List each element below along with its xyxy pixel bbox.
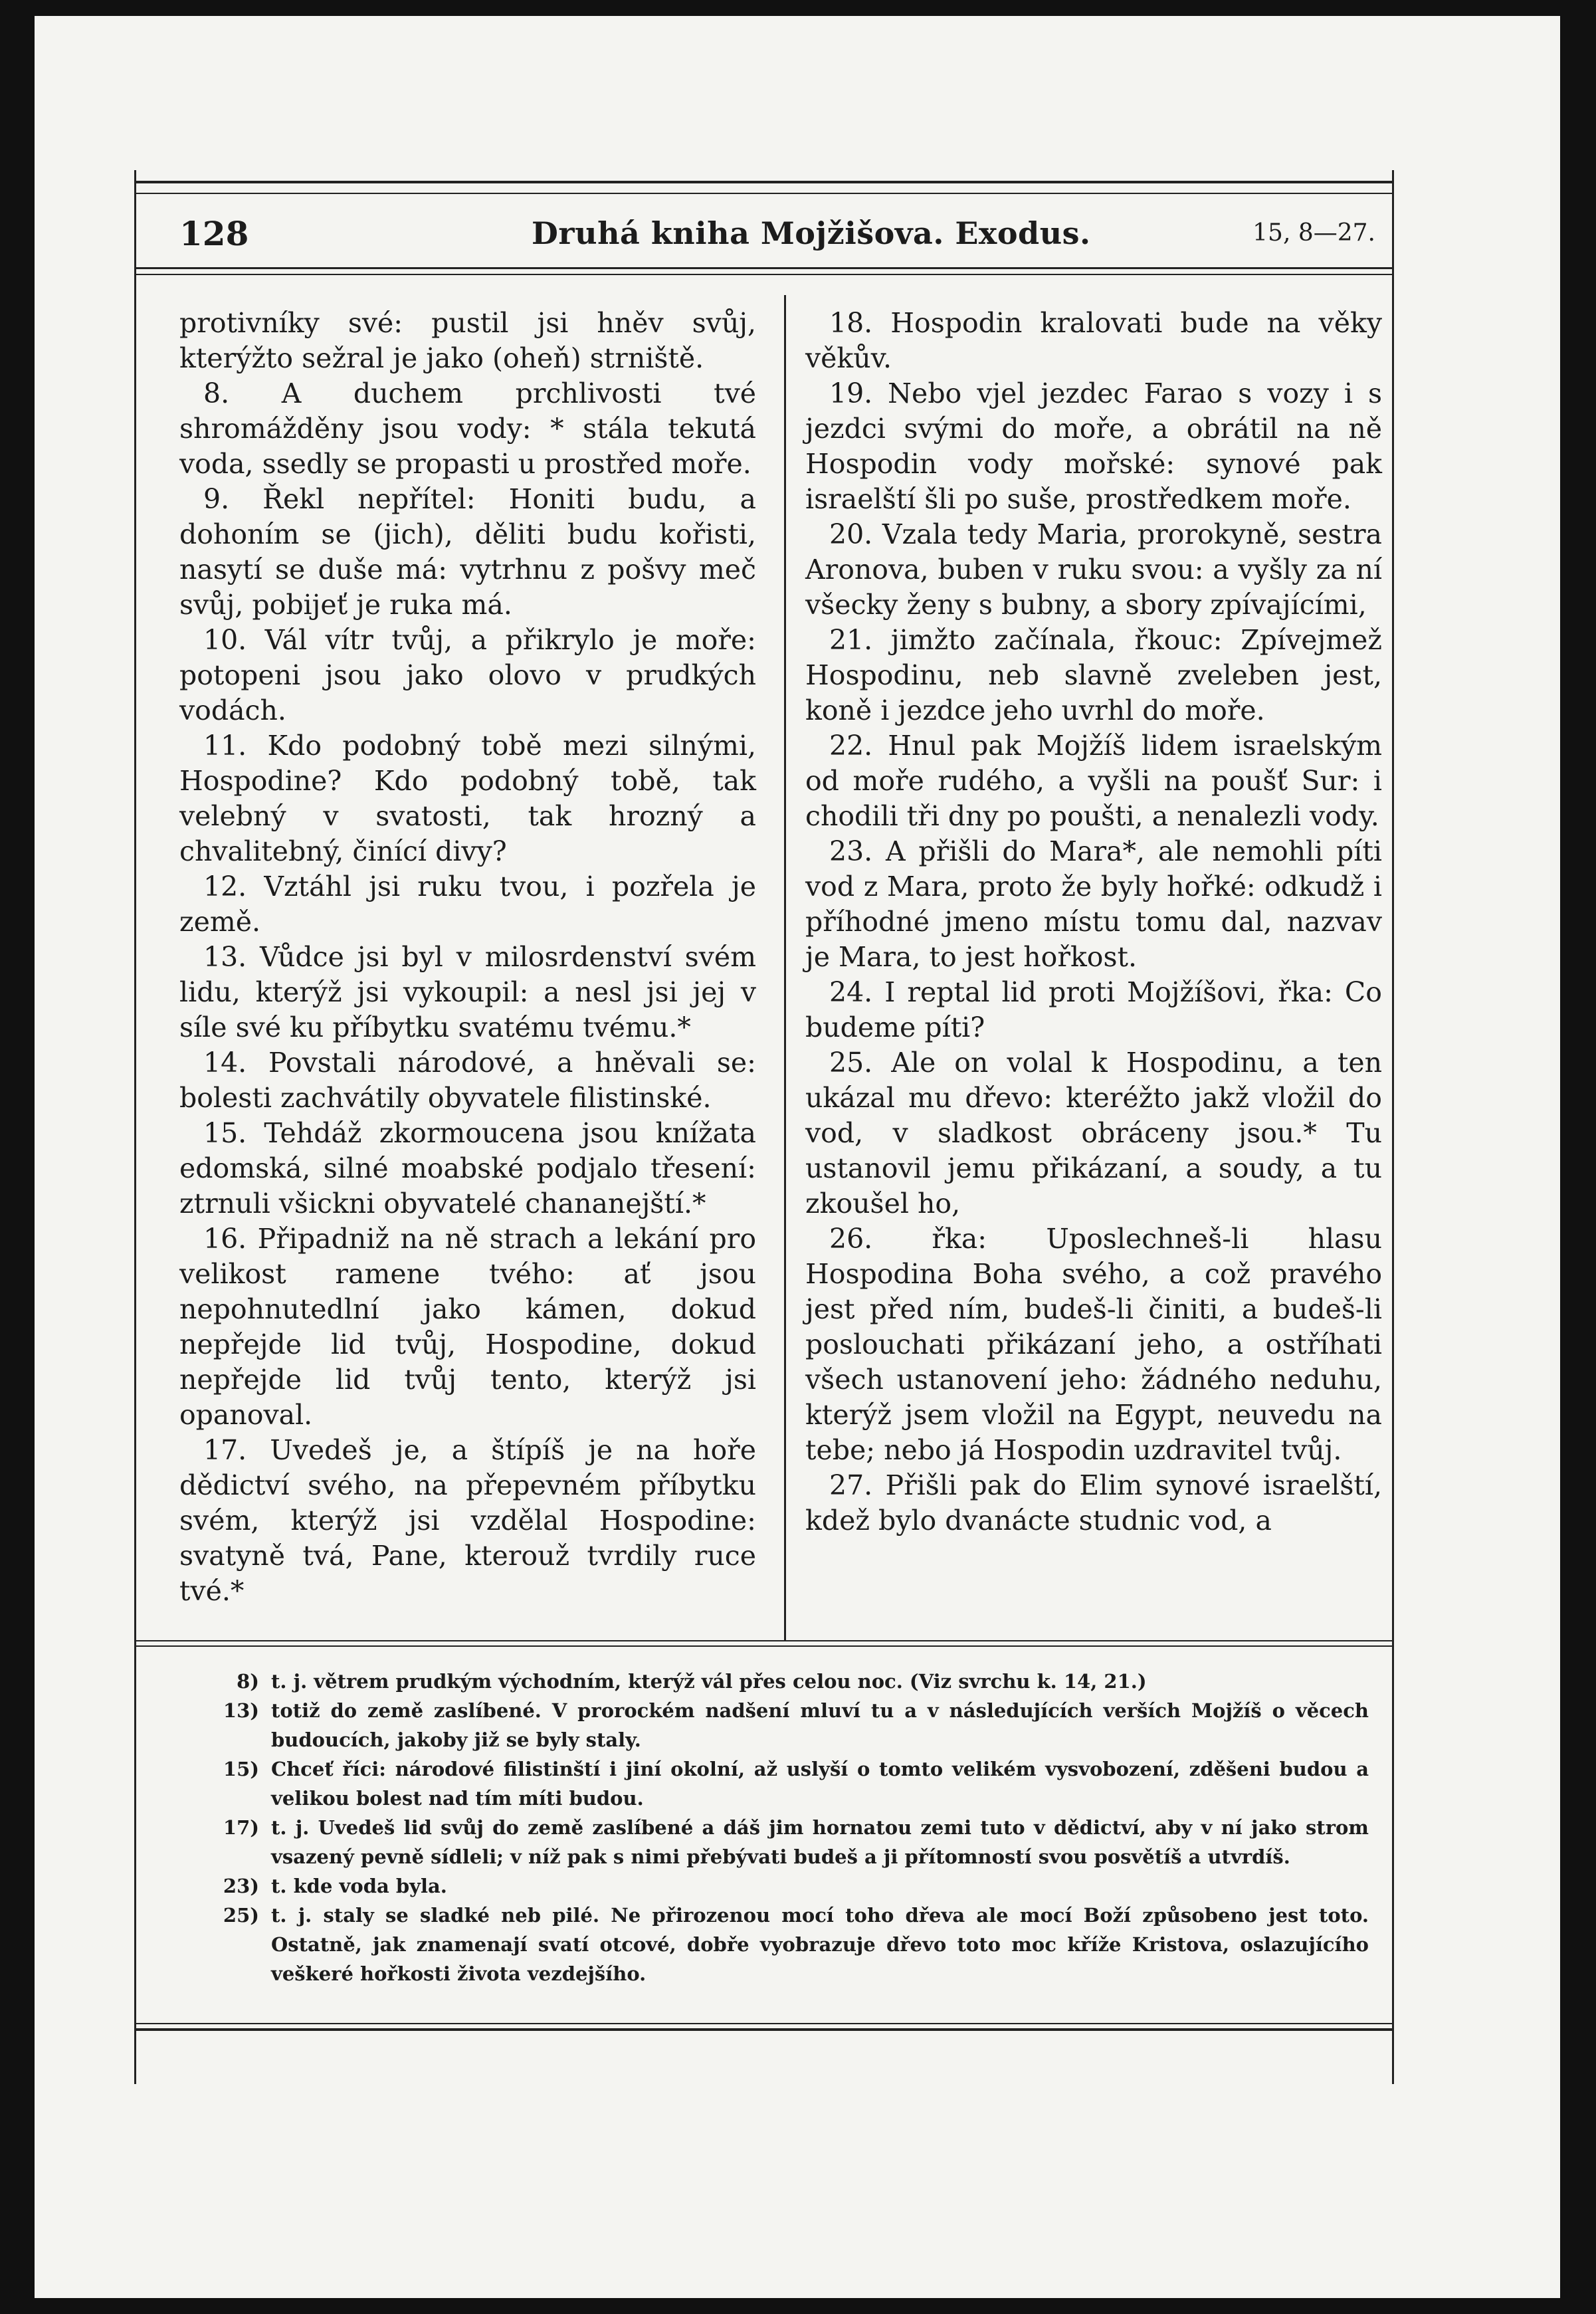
verse-8: 8. A duchem prchlivosti tvé shromážděny jsou vody: * stála tekutá voda, ssedly se propasti u prostřed moře.: [179, 377, 756, 480]
verse-24: 24. I reptal lid proti Mojžíšovi, řka: Co budeme píti?: [805, 976, 1382, 1043]
bottom-rule: [134, 2023, 1394, 2024]
footnote-text: totiž do země zaslíbené. V prorockém nadšení mluví tu a v následujících verších Mojžíš o věcech budoucích, jakoby již se byly staly.: [271, 1699, 1369, 1751]
footnote-ref: 8): [237, 1670, 259, 1693]
footnote-ref: 17): [223, 1816, 259, 1839]
left-column: [179, 306, 756, 1609]
footnote-ref: 25): [223, 1904, 259, 1927]
verse-9: 9. Řekl nepřítel: Honiti budu, a dohoním se (jich), děliti budu kořisti, nasytí se duše má: vytrhnu z pošvy meč svůj, pobijeť je ruka má.: [179, 483, 756, 621]
footnote: [199, 1667, 1369, 1696]
verse-13: 13. Vůdce jsi byl v milosrdenství svém lidu, kterýž jsi vykoupil: a nesl jsi jej v síle své ku příbytku svatému tvému.*: [179, 941, 756, 1043]
verse-11: 11. Kdo podobný tobě mezi silnými, Hospodine? Kdo podobný tobě, tak velebný v svatosti, tak hrozný a chvalitebný, činící divy?: [179, 730, 756, 867]
footnote-ref: 15): [223, 1758, 259, 1780]
footnotes: [199, 1667, 1369, 1988]
verse-10: 10. Vál vítr tvůj, a přikrylo je moře: potopeni jsou jako olovo v prudkých vodách.: [179, 624, 756, 726]
footnote-text: t. kde voda byla.: [271, 1875, 447, 1897]
verse-23: 23. A přišli do Mara*, ale nemohli píti vod z Mara, proto že byly hořké: odkudž i příhodné jmeno místu tomu dal, nazvav je Mara, to jest hořkost.: [805, 835, 1382, 973]
verse-14: 14. Povstali národové, a hněvali se: bolesti zachvátily obyvatele filistinské.: [179, 1047, 756, 1114]
verse-17: 17. Uvedeš je, a štípíš je na hoře dědictví svého, na přepevném příbytku svém, kterýž jsi vzdělal Hospodine: svatyně tvá, Pane, kterouž tvrdily ruce tvé.*: [179, 1434, 756, 1607]
footnote-ref: 13): [223, 1699, 259, 1722]
header-rule-thin: [134, 274, 1394, 275]
footnote-ref: 23): [223, 1875, 259, 1897]
book-title: Druhá kniha Mojžišova. Exodus.: [532, 215, 1091, 251]
verse-7-continuation: protivníky své: pustil jsi hněv svůj, kterýžto sežral je jako (oheň) strniště.: [179, 307, 756, 374]
footnote: [199, 1871, 1369, 1901]
verse-21: 21. jimžto začínala, řkouc: Zpívejmež Hospodinu, neb slavně zveleben jest, koně i jezdce jeho uvrhl do moře.: [805, 624, 1382, 726]
verse-26: 26. řka: Uposlechneš-li hlasu Hospodina Boha svého, a což pravého jest před ním, budeš-li činiti, a budeš-li poslouchati přikázaní jeho, a ostříhati všech ustanovení jeho: žádného neduhu, kterýž jsem vložil na Egypt, neuvedu na tebe; nebo já Hospodin uzdravitel tvůj.: [805, 1223, 1382, 1466]
column-divider: [784, 295, 786, 1640]
footnote-text: t. j. staly se sladké neb pilé. Ne přirozenou mocí toho dřeva ale mocí Boží způsobeno jest toto. Ostatně, jak znamenají svatí otcové, dobře vyobrazuje dřevo toto moc kříže Kristova, oslazujícího veškeré hořkosti života vezdejšího.: [271, 1904, 1369, 1985]
chapter-verse-range: 15, 8—27.: [1252, 219, 1375, 247]
verse-25: 25. Ale on volal k Hospodinu, a ten ukázal mu dřevo: kteréžto jakž vložil do vod, v sladkost obráceny jsou.* Tu ustanovil jemu přikázaní, a soudy, a tu zkoušel ho,: [805, 1047, 1382, 1219]
right-column: [805, 306, 1382, 1538]
footnote-text: Chceť říci: národové filistinští i jiní okolní, až uslyší o tomto velikém vysvobození, zděšeni budou a velikou bolest nad tím míti budou.: [271, 1758, 1369, 1810]
page-number: 128: [179, 214, 249, 253]
verse-15: 15. Tehdáž zkormoucena jsou knížata edomská, silné moabské podjalo třesení: ztrnuli všickni obyvatelé chananejští.*: [179, 1117, 756, 1219]
top-rule: [134, 181, 1394, 183]
verse-16: 16. Připadniž na ně strach a lekání pro velikost ramene tvého: ať jsou nepohnutedlní jako kámen, dokud nepřejde lid tvůj, Hospodine, dokud nepřejde lid tvůj tento, kterýž jsi opanoval.: [179, 1223, 756, 1431]
footnote: [199, 1754, 1369, 1813]
verse-22: 22. Hnul pak Mojžíš lidem israelským od moře rudého, a vyšli na poušť Sur: i chodili tři dny po poušti, a nenalezli vody.: [805, 730, 1382, 832]
verse-19: 19. Nebo vjel jezdec Farao s vozy i s jezdci svými do moře, a obrátil na ně Hospodin vody mořské: synové pak israelští šli po suše, prostředkem moře.: [805, 377, 1382, 515]
footnote: [199, 1813, 1369, 1871]
footnote-rule: [134, 1640, 1394, 1641]
footnote: [199, 1696, 1369, 1754]
footnote-rule-thin: [134, 1645, 1394, 1647]
bottom-rule-thick: [134, 2028, 1394, 2031]
footnote-text: t. j. Uvedeš lid svůj do země zaslíbené a dáš jim hornatou zemi tuto v dědictví, aby v ní jako strom vsazený pevně sídleli; v níž pak s nimi přebývati budeš a ji přítomností svou posvětíš a utvrdíš.: [271, 1816, 1369, 1868]
top-rule-thin: [134, 193, 1394, 194]
header-rule: [134, 267, 1394, 269]
running-head: [179, 214, 1375, 254]
footnote-text: t. j. větrem prudkým východním, kterýž vál přes celou noc. (Viz svrchu k. 14, 21.): [271, 1670, 1147, 1693]
footnote: [199, 1901, 1369, 1988]
verse-18: 18. Hospodin kralovati bude na věky věkův.: [805, 307, 1382, 374]
verse-12: 12. Vztáhl jsi ruku tvou, i pozřela je země.: [179, 871, 756, 938]
verse-27: 27. Přišli pak do Elim synové israelští, kdež bylo dvanácte studnic vod, a: [805, 1469, 1382, 1536]
verse-20: 20. Vzala tedy Maria, prorokyně, sestra Aronova, buben v ruku svou: a vyšly za ní všecky ženy s bubny, a sbory zpívajícími,: [805, 518, 1382, 621]
